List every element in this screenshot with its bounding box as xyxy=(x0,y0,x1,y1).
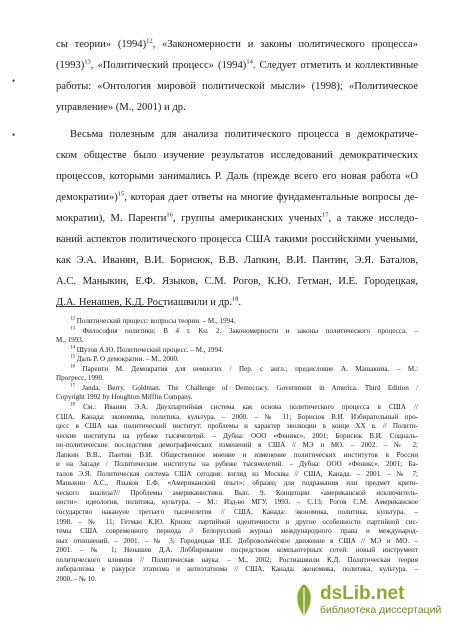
body-text-span: Д.А. Ненашев, К.Д. Ростиашвили и др. xyxy=(56,297,232,308)
footnote-line xyxy=(56,441,418,450)
footnote-number: 18 xyxy=(70,402,75,408)
footnote-text: ных отношений. – 2001. – № 3; Городецкая И.Е. Добровольческое движение в США // МЭ и МО. – xyxy=(56,536,418,545)
body-text-span: как Э.А. Иванян, В.И. Борисюк, В.В. Лапкин, В.И. Пантин, Э.Я. Баталов, xyxy=(56,255,418,266)
footnote-line xyxy=(56,327,418,336)
body-text-span: Весьма полезным для анализа политического процесса в демократиче- xyxy=(70,129,418,140)
footnote-text: Паренти М. Демократия для немногих / Пер. с англ.; предисловие А. Маныкина. – М.: xyxy=(75,364,418,373)
footnote-line xyxy=(56,556,418,565)
footnote-text: талов Э.Я. Политическая система США сегодня: взгляд из Москвы // США, Канада. – 2001. – № 7; xyxy=(56,469,418,478)
body-text-span: управление» (М., 2001) и др. xyxy=(56,102,186,113)
footnote-line xyxy=(56,565,418,574)
body-text-span: , группы американских ученых xyxy=(172,213,322,224)
margin-bullet: • xyxy=(12,130,16,140)
footnote-line xyxy=(56,317,418,326)
body-line xyxy=(56,296,418,310)
body-line xyxy=(56,80,418,94)
footnote-text: ности»: идеология, политика, культура. – М.: Изд-во МГУ, 1993. – С.13; Рогов С.М. Американское xyxy=(56,498,418,507)
body-text-span: , которая дает ответы на многие фундаментальные вопросы де- xyxy=(124,192,418,203)
body-line xyxy=(56,233,418,247)
leaf-logo-icon xyxy=(292,582,316,618)
footnote-text: цесс в США как политический институт: проблемы и характер эволюции в конце XX в. // Полити- xyxy=(56,422,418,431)
footnote-number: 14 xyxy=(70,345,75,351)
footnote-line xyxy=(56,336,418,345)
body-text-span: работы: «Онтология мировой политической мысли» (1998); «Политическое xyxy=(56,81,418,92)
footnote-ref: 13 xyxy=(84,58,91,66)
footnote-text: М., 1993. xyxy=(56,336,84,345)
footnote-line xyxy=(56,422,418,431)
body-text-span: А.С. Маныкин, Е.Ф. Языков, С.М. Рогов, К.Ю. Гетман, И.Е. Городецкая, xyxy=(56,276,418,287)
body-line xyxy=(56,59,418,73)
footnote-ref: 18 xyxy=(231,295,239,303)
body-text-span: процессов, которыми занимались Р. Даль (прежде всего его новая работа «О xyxy=(56,171,418,182)
footnote-number: 15 xyxy=(70,354,75,360)
footnote-line xyxy=(56,393,418,402)
body-text-span: , а также исследо- xyxy=(328,213,418,224)
footnote-text: Лапкин В.В., Пантин В.И. Общественное мнение и изменение политических институтов в России xyxy=(56,450,418,459)
footnote-text: Философия политики: В 4 т. Кн. 2. Закономерности и законы политического процесса. – xyxy=(75,326,418,335)
body-text-span: . Следует отметить и коллективные xyxy=(252,60,419,71)
body-text-span: ваний аспектов политического процесса США такими российскими учеными, xyxy=(56,234,418,245)
footnote-text: 1998. – № 11; Гетман К.Ю. Кризис партийной идентичности и другие особенности партийной сис- xyxy=(56,517,418,526)
footnote-number: 17 xyxy=(70,383,75,389)
body-line xyxy=(56,254,418,268)
footnote-ref: 17 xyxy=(322,211,329,219)
footnote-line xyxy=(56,518,418,527)
footnote-text: Даль Р. О демократии. – М., 2000. xyxy=(75,355,179,364)
footnote-text: Прогресс, 1990. xyxy=(56,374,104,383)
footnote-line xyxy=(56,384,418,393)
footnote-text: См.: Иванян Э.А. Двухпартийная система как основа политического процесса в США // xyxy=(75,402,418,411)
footnote-line xyxy=(56,374,418,383)
footnote-ref: 14 xyxy=(246,58,253,66)
footnote-separator xyxy=(56,306,164,307)
footnote-line xyxy=(56,537,418,546)
footnote-text: Шутов А.Ю. Политический процесс. – М., 1994. xyxy=(75,345,224,354)
footnote-text: США, Канада: экономика, политика, культура. – 2000. – № 11; Борисюк В.И. Избирательный про- xyxy=(56,412,418,421)
footnote-line xyxy=(56,413,418,422)
body-line xyxy=(56,38,418,52)
footnote-line xyxy=(56,365,418,374)
footnote-ref: 12 xyxy=(146,37,153,45)
footnote-line xyxy=(56,479,418,488)
footnote-line xyxy=(56,508,418,517)
body-text-span: . xyxy=(238,297,242,308)
footnote-text: ческие институты на рубеже тысячелетий. – Дубна: ООО «Феникс», 2001; Борисюк В.И. Социаль- xyxy=(56,431,418,440)
footnote-ref: 16 xyxy=(166,211,173,219)
footnote-ref: 15 xyxy=(117,190,125,198)
body-text-span: демократии») xyxy=(56,192,118,203)
footnote-text: но-политические последствия демографических изменений в США // МЭ и МО. – 2002. – № 2; xyxy=(56,441,418,450)
footnote-number: 12 xyxy=(70,316,75,322)
footnote-line xyxy=(56,346,418,355)
footnote-text: Janda, Berry, Goldman. The Challenge of Democracy. Government in America. Third Edition / xyxy=(75,383,418,392)
dslib-watermark[interactable] xyxy=(292,579,442,621)
body-line xyxy=(56,101,418,115)
footnote-text: темы США современного периода // Белорусский журнал международного права и международ- xyxy=(56,527,418,536)
footnote-text: 2000. – № 10. xyxy=(56,574,97,583)
watermark-subtitle: библиотека диссертаций xyxy=(320,603,442,616)
body-text-span: , «Политический процесс» (1994) xyxy=(90,60,247,71)
footnote-text: ческого анализа?// Проблемы американистики. Вып. 9. Концепции «американской исключитель- xyxy=(56,488,418,497)
footnote-text: 2001. – № 1; Ненашев Д.А. Лоббирование посредством компьютерных сетей: новый инструмент xyxy=(56,546,418,555)
footnote-text: Copyright 1992 by Houghton Mifflin Company. xyxy=(56,393,193,402)
body-line xyxy=(56,275,418,289)
body-text-span: сы теории» (1994) xyxy=(56,39,147,50)
footnote-line xyxy=(56,355,418,364)
footnote-text: Маныкин А.С., Языков Е.Ф. «Американский опыт»: образец для подражания или предмет крити- xyxy=(56,479,418,488)
footnote-line xyxy=(56,451,418,460)
body-line xyxy=(56,149,418,163)
body-line xyxy=(56,212,418,226)
body-text-span: (1993) xyxy=(56,60,85,71)
footnote-line xyxy=(56,546,418,555)
footnote-text: Политический процесс: вопросы теории. – М., 1994. xyxy=(75,317,236,325)
footnote-text: и на Западе / Политические институты на рубеже тысячелетий. – Дубна: ООО «Феникс», 2001; Ба- xyxy=(56,460,418,469)
footnote-number: 13 xyxy=(70,326,75,332)
footnote-text: либерализма в ракурсе этатизма и антиэтатизма // США, Канада: экономика, политика, культура. – xyxy=(56,565,418,574)
footnote-text: государство накануне третьего тысячелетия // США, Канада: экономика, политика, культура. – xyxy=(56,508,418,516)
footnote-line xyxy=(56,432,418,441)
body-line xyxy=(56,170,418,184)
watermark-site: dsLib.net xyxy=(320,582,405,604)
body-text-span: ском обществе было изучение результатов исследований демократических xyxy=(56,150,418,161)
body-line xyxy=(56,191,418,205)
footnote-line xyxy=(56,403,418,412)
body-text-span: , «Закономерности и законы политического процесса» xyxy=(152,39,419,50)
footnote-number: 16 xyxy=(70,364,75,370)
footnote-line xyxy=(56,489,418,498)
body-text-span: мократии), М. Паренти xyxy=(56,213,167,224)
footnote-line xyxy=(56,498,418,507)
footnote-line xyxy=(56,470,418,479)
body-line xyxy=(56,128,418,142)
margin-bullet: • xyxy=(12,76,16,86)
footnote-text: политического влияния // Политическая наука. – М., 2002; Ростиашвили К.Д. Политическая теория xyxy=(56,555,418,564)
footnote-line xyxy=(56,460,418,469)
footnote-line xyxy=(56,527,418,536)
